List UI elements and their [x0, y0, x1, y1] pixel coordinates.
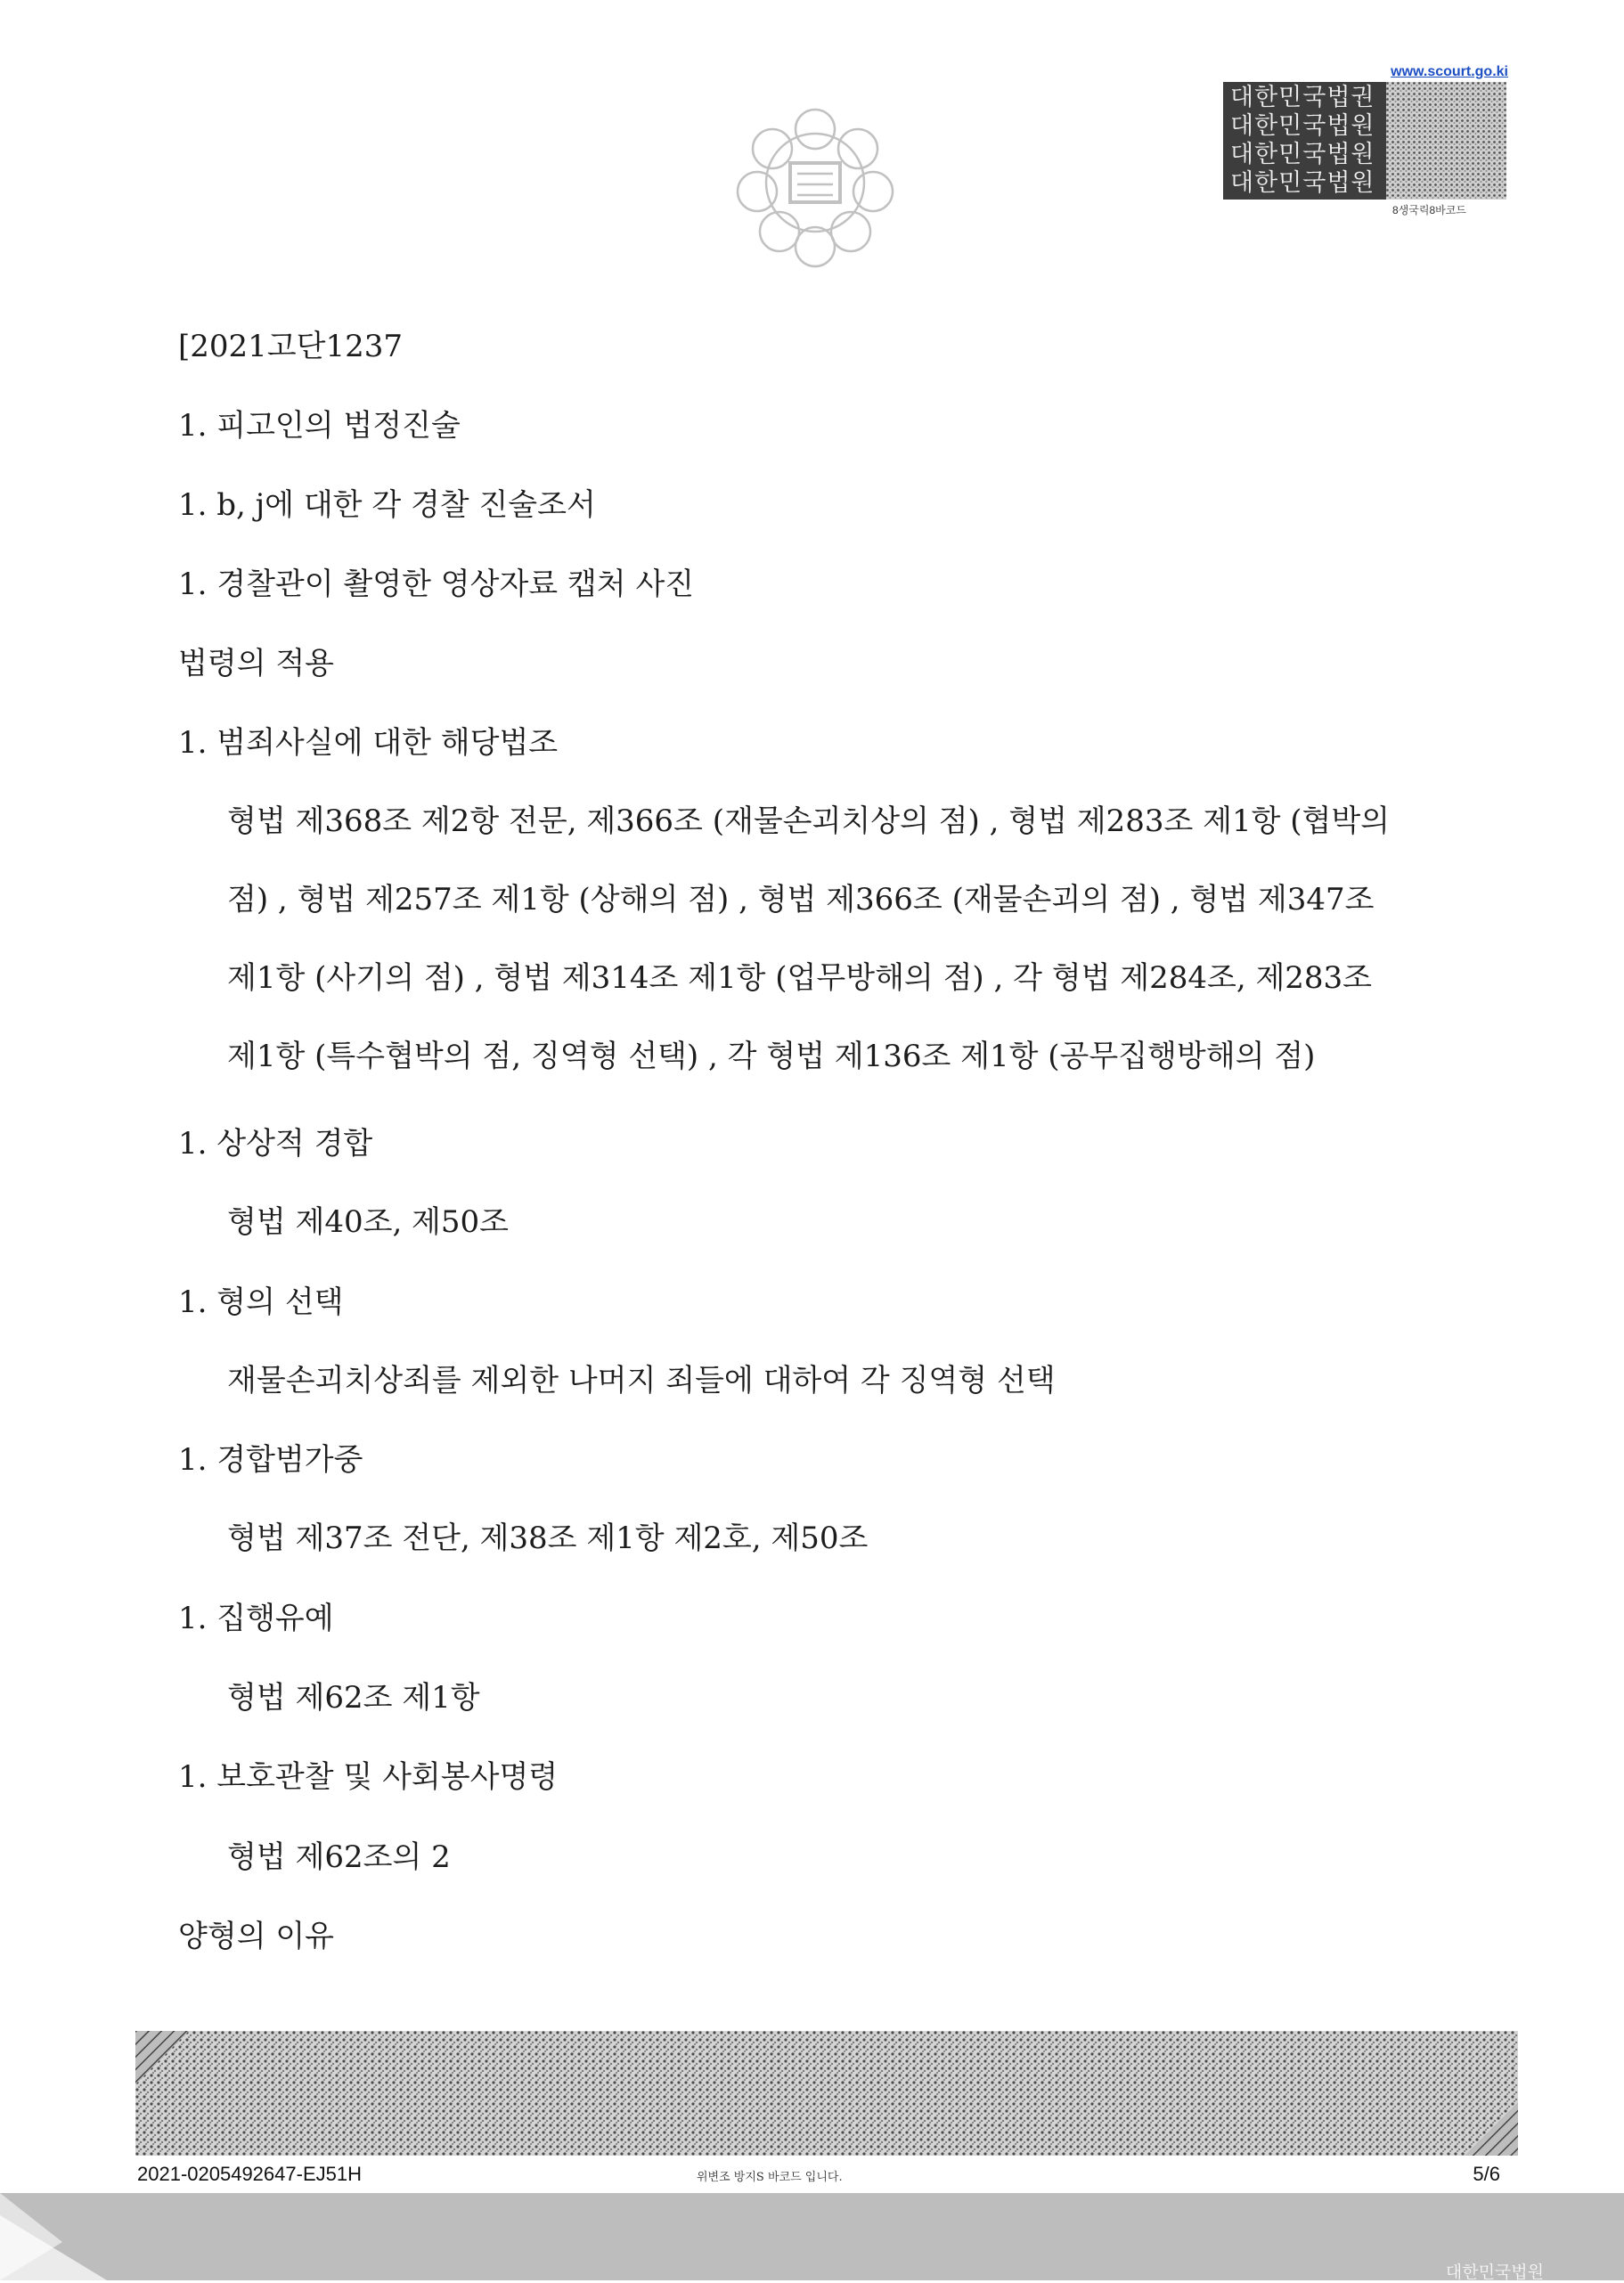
law-item-heading: 1. 보호관찰 및 사회봉사명령	[178, 1759, 559, 1795]
law-text: 제1항 (사기의 점) , 형법 제314조 제1항 (업무방해의 점) , 각 형법 제284조, 제283조	[227, 960, 1373, 996]
watermark-line: 대한민국법원	[1230, 169, 1375, 197]
watermark-line: 대한민국법원	[1230, 141, 1375, 168]
section-heading: 양형의 이유	[178, 1919, 335, 1954]
barcode-caption: 8생국릭8바코드	[1392, 204, 1466, 216]
security-barcode-band-icon	[135, 2031, 1518, 2156]
evidence-item: 1. 피고인의 법정진술	[178, 408, 461, 444]
law-text: 형법 제40조, 제50조	[227, 1204, 510, 1240]
page-number: 5/6	[1473, 2163, 1500, 2185]
document-id: 2021-0205492647-EJ51H	[137, 2163, 362, 2185]
law-text: 형법 제368조 제2항 전문, 제366조 (재물손괴치상의 점) , 형법 제283조 제1항 (협박의	[227, 803, 1391, 839]
law-text: 형법 제37조 전단, 제38조 제1항 제2호, 제50조	[227, 1521, 869, 1556]
court-seal-icon	[726, 85, 904, 272]
page-footer	[135, 2163, 1518, 2189]
law-item-heading: 1. 상상적 경합	[178, 1126, 373, 1162]
law-text: 형법 제62조의 2	[227, 1839, 451, 1875]
section-heading: 법령의 적용	[178, 646, 335, 681]
site-url-link[interactable]: www.scourt.go.ki	[1391, 64, 1508, 79]
evidence-item: 1. 경찰관이 촬영한 영상자료 캡처 사진	[178, 567, 695, 602]
watermark-text	[1230, 84, 1375, 198]
law-text: 점) , 형법 제257조 제1항 (상해의 점) , 형법 제366조 (재물손괴의 점) , 형법 제347조	[227, 882, 1375, 917]
law-item-heading: 1. 집행유예	[178, 1601, 334, 1636]
barcode-note: 위변조 방지S 바코드 입니다.	[697, 2171, 843, 2184]
law-text: 제1항 (특수협박의 점, 징역형 선택) , 각 형법 제136조 제1항 (공무집행방해의 점)	[227, 1039, 1316, 1074]
bottom-watermark-strip	[0, 2193, 1624, 2280]
law-text: 형법 제62조 제1항	[227, 1680, 480, 1716]
watermark-line: 대한민국법원	[1230, 112, 1375, 140]
watermark-line: 대한민국법권	[1230, 84, 1375, 111]
case-number: [2021고단1237	[178, 329, 404, 364]
law-item-heading: 1. 경합범가중	[178, 1442, 363, 1478]
security-pattern-icon	[1386, 82, 1506, 200]
anti-forgery-block	[1223, 64, 1508, 223]
law-item-heading: 1. 범죄사실에 대한 해당법조	[178, 725, 559, 761]
court-name-watermark: 대한민국법원	[1445, 2263, 1544, 2282]
law-text: 재물손괴치상죄를 제외한 나머지 죄들에 대하여 각 징역형 선택	[227, 1363, 1056, 1398]
evidence-item: 1. b, j에 대한 각 경찰 진술조서	[178, 487, 596, 523]
law-item-heading: 1. 형의 선택	[178, 1284, 344, 1320]
